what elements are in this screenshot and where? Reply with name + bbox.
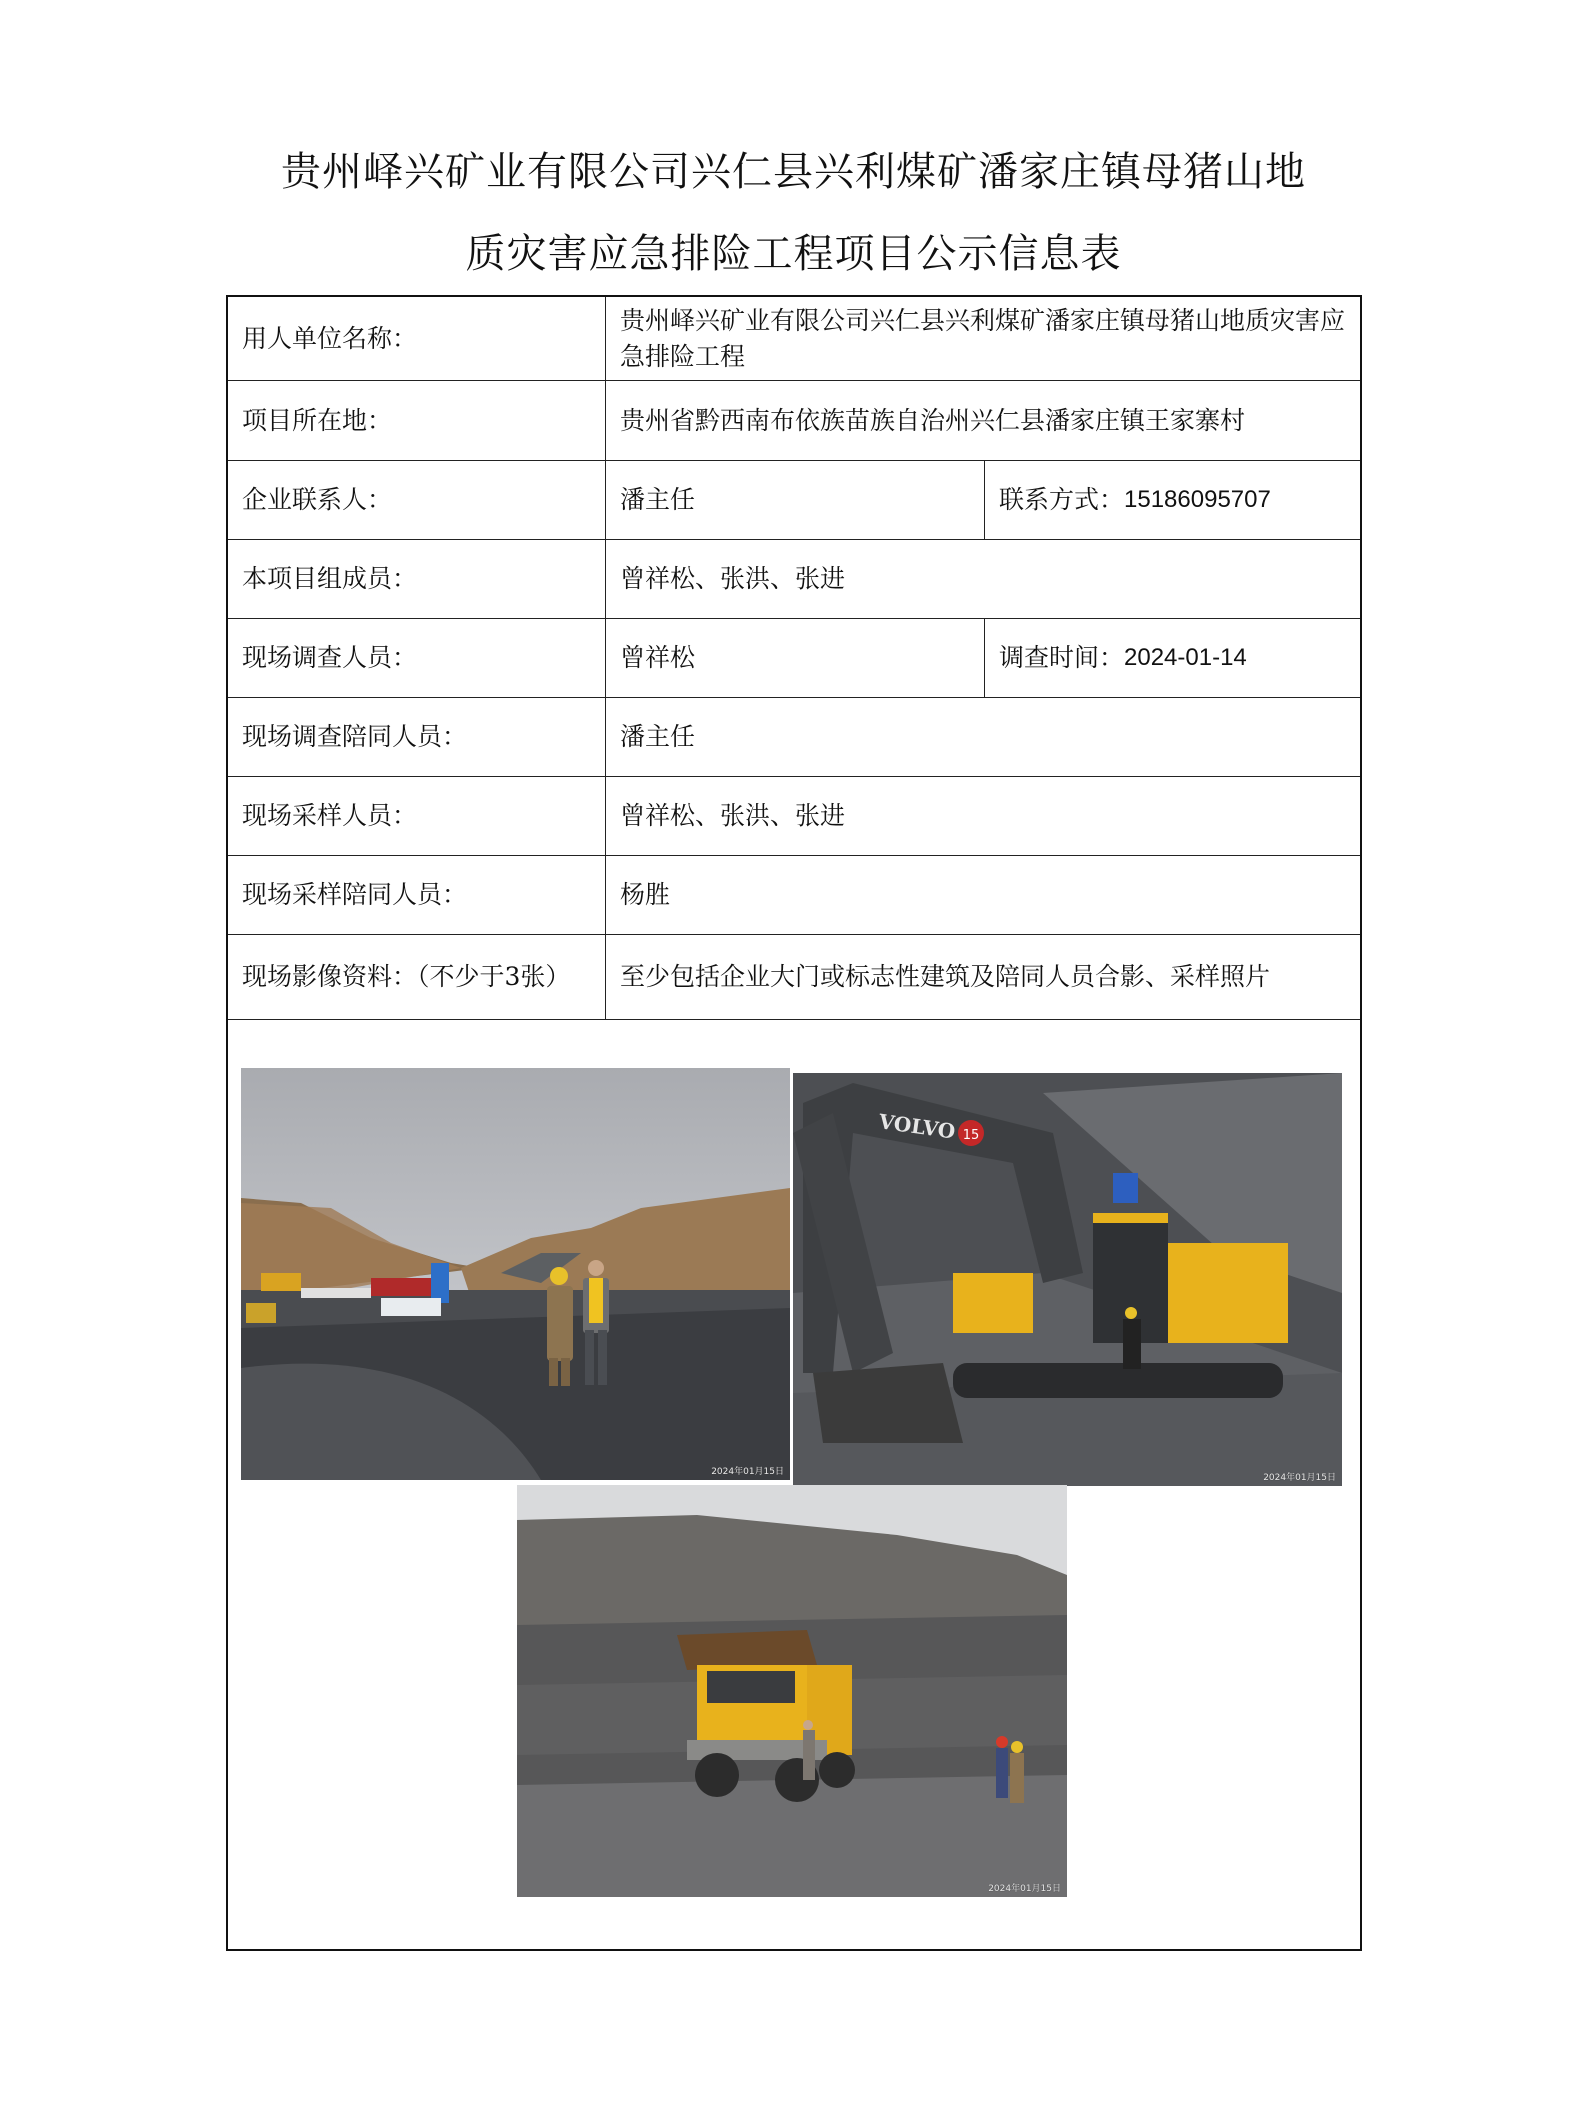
table-row-contact [228,461,1360,540]
contact-phone-value: 15186095707 [1124,486,1271,513]
samplers-label: 现场采样人员： [228,777,606,855]
contact-phone-cell [985,461,1360,539]
volvo-brand-text: VOLVO [877,1109,957,1144]
document-title-line-2: 质灾害应急排险工程项目公示信息表 [465,231,1122,277]
sampling-escort-value: 杨胜 [620,880,671,909]
unit-number-text: 15 [962,1128,980,1143]
contact-person-value: 潘主任 [606,461,985,539]
photo-1-timestamp: 2024年01月15日 [711,1467,784,1477]
location-label: 项目所在地： [228,381,606,460]
employer-label: 用人单位名称： [228,297,606,380]
employer-value: 贵州峄兴矿业有限公司兴仁县兴利煤矿潘家庄镇母猪山地质灾害应急排险工程 [620,305,1346,371]
team-members-label: 本项目组成员： [228,540,606,618]
document-title-line-1: 贵州峄兴矿业有限公司兴仁县兴利煤矿潘家庄镇母猪山地 [281,149,1306,195]
investigation-date-value: 2024-01-14 [1124,644,1247,671]
location-value: 贵州省黔西南布依族苗族自治州兴仁县潘家庄镇王家寨村 [620,405,1246,435]
investigation-date-cell [985,619,1360,697]
media-label: 现场影像资料：（不少于3张） [228,935,606,1019]
contact-person-label: 企业联系人： [228,461,606,539]
team-members-value: 曾祥松、张洪、张进 [620,564,846,593]
photo-2-timestamp: 2024年01月15日 [1263,1473,1336,1483]
table-row-investigator [228,619,1360,698]
site-group-photo-image [241,1068,790,1480]
table-row-employer [228,297,1360,381]
contact-phone-label: 联系方式： [999,485,1125,514]
truck [371,1278,431,1296]
excavator-photo-image [793,1073,1342,1486]
media-value: 至少包括企业大门或标志性建筑及陪同人员合影、采样照片 [620,962,1271,991]
photo-3-timestamp: 2024年01月15日 [988,1884,1061,1894]
investigation-escort-label: 现场调查陪同人员： [228,698,606,776]
investigator-label: 现场调查人员： [228,619,606,697]
table-row-media [228,935,1360,1020]
investigator-value: 曾祥松 [606,619,985,697]
excavator-sampling-photo [793,1073,1342,1486]
table-row-sampling-escort [228,856,1360,935]
table-row-investigation-escort [228,698,1360,777]
site-group-photo [241,1068,790,1480]
table-row-team-members [228,540,1360,619]
table-row-samplers [228,777,1360,856]
mining-truck-photo-image [517,1485,1067,1897]
table-row-location [228,381,1360,461]
sampling-escort-label: 现场采样陪同人员： [228,856,606,934]
investigation-escort-value: 潘主任 [620,722,696,751]
investigation-date-label: 调查时间： [999,643,1125,672]
samplers-value: 曾祥松、张洪、张进 [620,801,846,830]
mining-truck-photo [517,1485,1067,1897]
